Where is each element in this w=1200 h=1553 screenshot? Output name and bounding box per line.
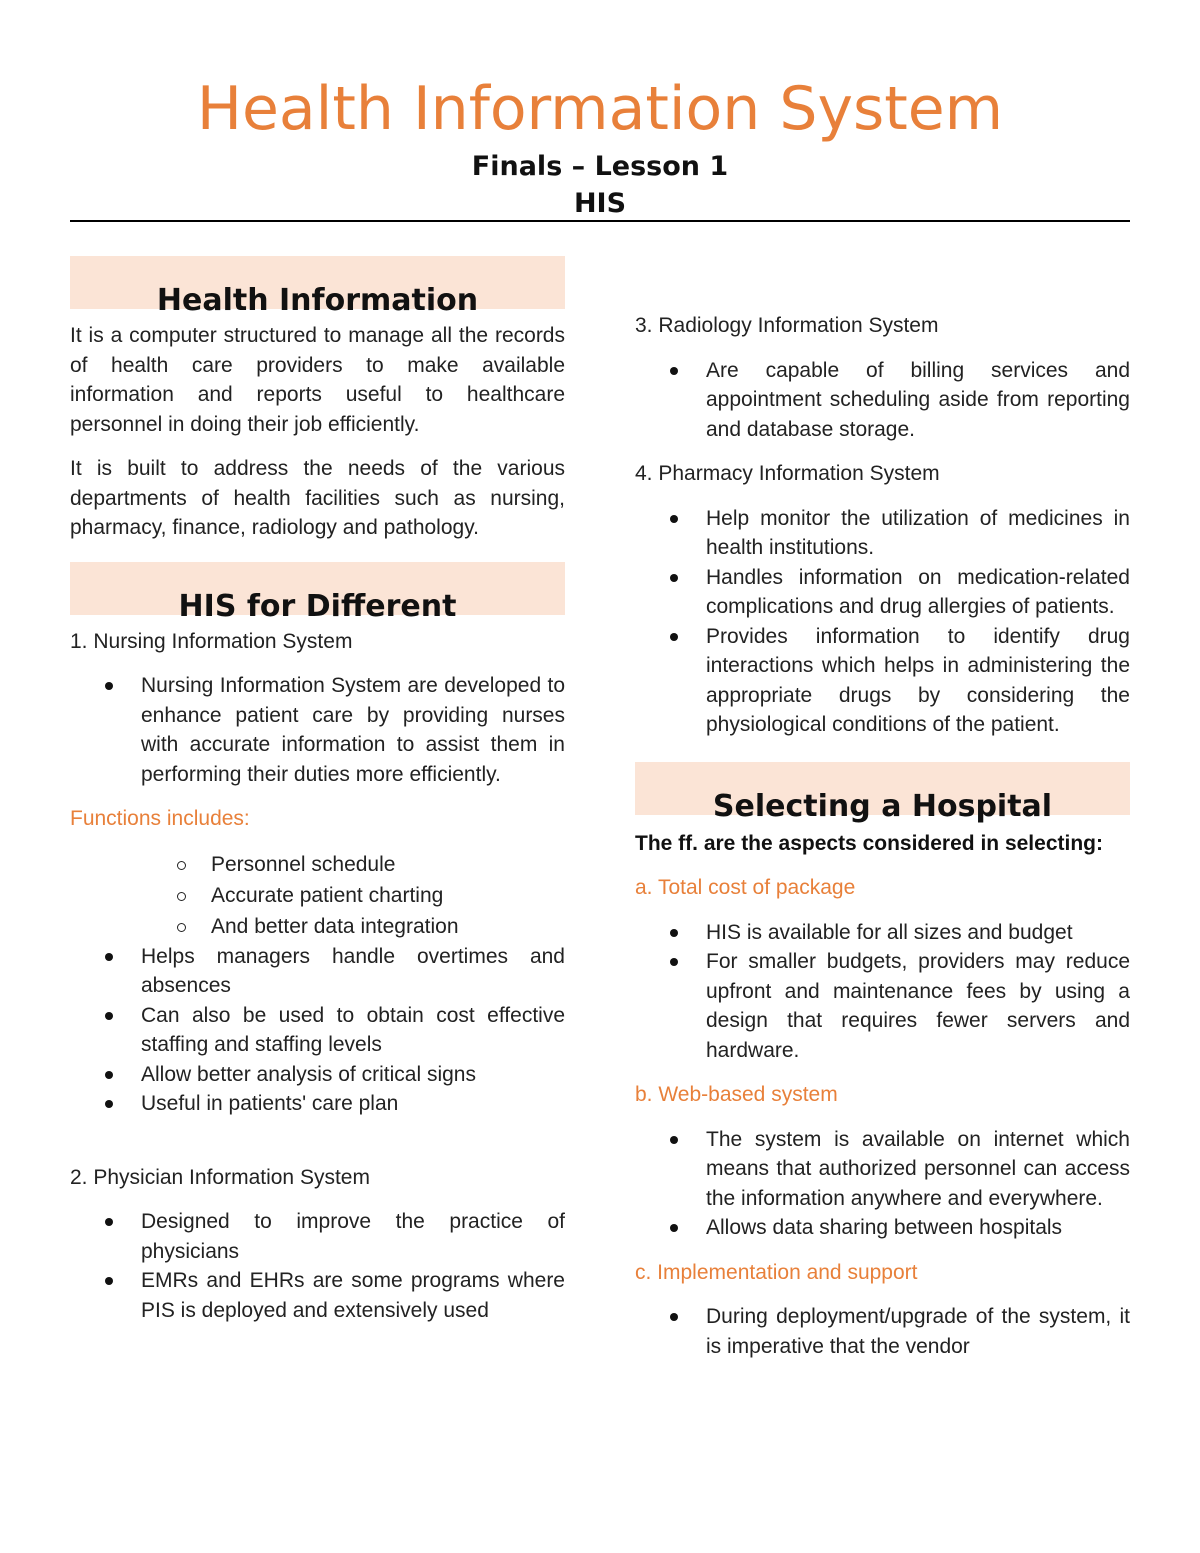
intro-text: The ff. are the aspects considered in selecting: bbox=[635, 831, 1103, 855]
bullet-list bbox=[635, 356, 1130, 445]
functions-label: Functions includes: bbox=[70, 807, 250, 830]
bullet-list bbox=[635, 1125, 1130, 1243]
list-item: For smaller budgets, providers may reduce upfront and maintenance fees by using a design that requires fewer servers and hardware. bbox=[635, 947, 1130, 1065]
section-heading: HIS for Different bbox=[178, 588, 457, 624]
subsection-title: 1. Nursing Information System bbox=[70, 629, 353, 653]
list-item: Helps managers handle overtimes and absences bbox=[70, 942, 565, 1001]
section-band-selecting-hospital bbox=[635, 762, 1130, 824]
document-header bbox=[70, 70, 1130, 222]
list-item: EMRs and EHRs are some programs where PIS is deployed and extensively used bbox=[70, 1266, 565, 1325]
section-band-health-information bbox=[70, 256, 565, 318]
bullet-list bbox=[70, 671, 565, 789]
list-item: Nursing Information System are developed to enhance patient care by providing nurses with accurate information to assist them in performing their duties more efficiently. bbox=[70, 671, 565, 789]
document-code: HIS bbox=[573, 188, 627, 219]
section-heading: Health Information bbox=[156, 283, 479, 318]
list-item: Can also be used to obtain cost effective staffing and staffing levels bbox=[70, 1001, 565, 1060]
list-item: Allow better analysis of critical signs bbox=[70, 1060, 565, 1090]
list-item: Accurate patient charting bbox=[70, 880, 565, 911]
section-heading: Selecting a Hospital bbox=[712, 788, 1053, 824]
left-column bbox=[70, 256, 565, 1340]
list-item: During deployment/upgrade of the system, it is imperative that the vendor bbox=[635, 1302, 1130, 1361]
subsection-title: 4. Pharmacy Information System bbox=[635, 462, 940, 485]
list-item: Help monitor the utilization of medicines in health institutions. bbox=[635, 504, 1130, 563]
subsection-title: 3. Radiology Information System bbox=[635, 314, 939, 337]
header-divider bbox=[70, 220, 1130, 222]
subsection-title: 2. Physician Information System bbox=[70, 1165, 370, 1189]
section-band-his-for-different bbox=[70, 562, 565, 624]
list-item: Personnel schedule bbox=[70, 849, 565, 880]
aspect-label: a. Total cost of package bbox=[635, 876, 856, 899]
bullet-list bbox=[635, 504, 1130, 740]
list-item: The system is available on internet which means that authorized personnel can access the information anywhere and everywhere. bbox=[635, 1125, 1130, 1214]
bullet-list bbox=[70, 942, 565, 1119]
bullet-list bbox=[635, 1302, 1130, 1361]
bullet-list bbox=[635, 918, 1130, 1066]
right-column bbox=[635, 311, 1130, 1376]
sub-bullet-list bbox=[70, 849, 565, 942]
paragraph: It is built to address the needs of the various departments of health facilities such as nursing, pharmacy, finance, radiology and pathology. bbox=[70, 457, 565, 539]
list-item: HIS is available for all sizes and budget bbox=[635, 918, 1130, 948]
bullet-list bbox=[70, 1207, 565, 1325]
list-item: Handles information on medication-related complications and drug allergies of patients. bbox=[635, 563, 1130, 622]
list-item: And better data integration bbox=[70, 911, 565, 942]
list-item: Designed to improve the practice of physicians bbox=[70, 1207, 565, 1266]
list-item: Are capable of billing services and appointment scheduling aside from reporting and database storage. bbox=[635, 356, 1130, 445]
document-title: Health Information System bbox=[196, 74, 1004, 144]
document-subtitle: Finals – Lesson 1 bbox=[471, 151, 729, 182]
list-item: Useful in patients' care plan bbox=[70, 1089, 565, 1119]
list-item: Allows data sharing between hospitals bbox=[635, 1213, 1130, 1243]
aspect-label: c. Implementation and support bbox=[635, 1260, 918, 1284]
paragraph: It is a computer structured to manage all the records of health care providers to make available information and reports useful to healthcare personnel in doing their job efficiently. bbox=[70, 324, 565, 436]
list-item: Provides information to identify drug interactions which helps in administering the appropriate drugs by considering the physiological conditions of the patient. bbox=[635, 622, 1130, 740]
aspect-label: b. Web-based system bbox=[635, 1083, 838, 1106]
